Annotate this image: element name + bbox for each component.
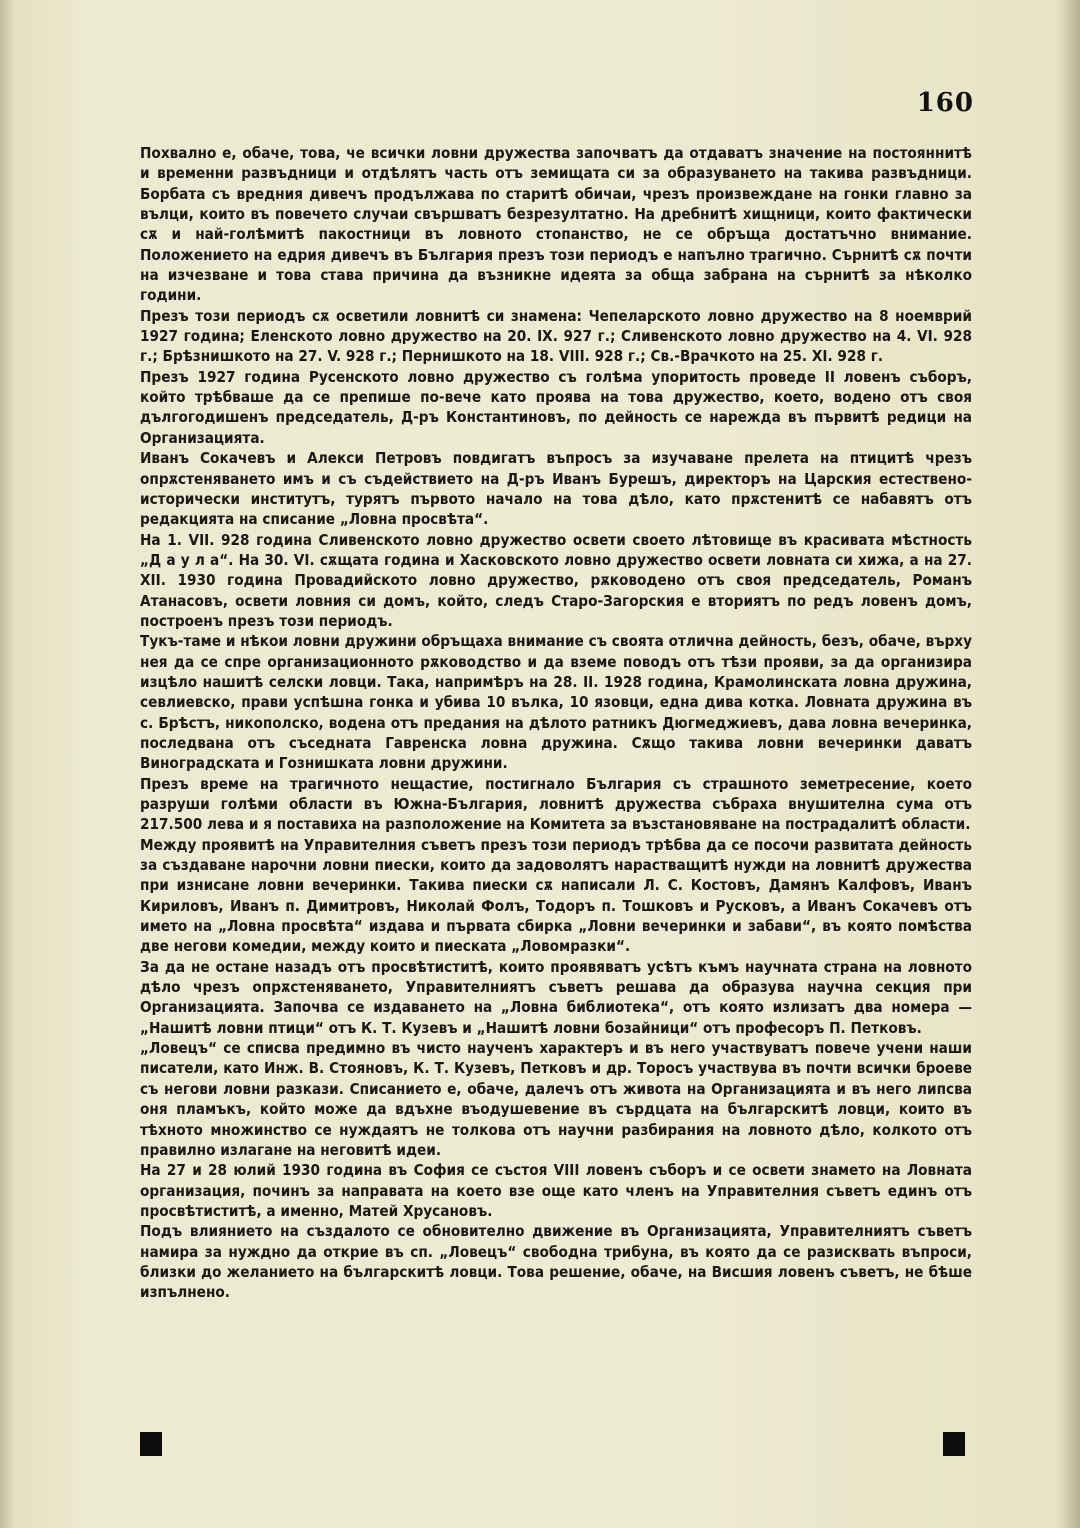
paragraph: На 27 и 28 юлий 1930 година въ София се състоя VIII ловенъ съборъ и се освети знамето на Ловната организация, починъ за направата на което взе още като членъ на Управителния съветъ единъ отъ просвѣтиститѣ, а именно, Матей Хрусановъ. [140,1161,972,1220]
paragraph: „Ловецъ“ се списва предимно въ чисто наученъ характеръ и въ него участвуватъ повече учени наши писатели, като Инж. В. Стояновъ, К. Т. Кузевъ, Петковъ и др. Торосъ участвува въ почти всички броеве съ негови ловни разкази. Списанието е, обаче, далечъ отъ живота на Организацията и въ него липсва оня пламъкъ, който може да вдъхне въодушевение въ сърдцата на българскитѣ ловци, които въ тѣхното множинство се нуждаятъ не толкова отъ научни разбирания на ловното дѣло, колкото отъ правилно излагане на неговитѣ идеи. [140,1039,972,1159]
page-number: 160 [916,88,974,118]
paragraph: Презъ време на трагичното нещастие, постигнало България съ страшното земетресение, което разруши голѣми области въ Южна-България, ловнитѣ дружества събраха внушителна сума отъ 217.500 лева и я поставиха на разположение на Комитета за възстановяване на пострадалитѣ области. [140,774,972,834]
body-text [140,143,972,1303]
paragraph: Похвално е, обаче, това, че всички ловни дружества започватъ да отдаватъ значение на постояннитѣ и временни развъдници и отдѣлятъ часть отъ земищата си за образуването на такива развъдници. Борбата съ вредния дивечъ продължава по старитѣ обичаи, чрезъ произвеждане на гонки главно за вълци, които въ повечето случаи свършватъ безрезултатно. На дребнитѣ хищници, които фактически сѫ и най-голѣмитѣ пакостници въ ловното стопанство, не се обръща достатъчно внимание. Положението на едрия дивечъ въ България презъ този периодъ е напълно трагично. Сърнитѣ сѫ почти на изчезване и това става причина да възникне идеята за обща забрана на сърнитѣ за нѣколко години. [140,144,972,305]
paragraph: Между проявитѣ на Управителния съветъ презъ този периодъ трѣбва да се посочи развитата дейность за създаване нарочни ловни пиески, които да задоволятъ нарастващитѣ нужди на ловнитѣ дружества при изнисане ловни вечеринки. Такива пиески сѫ написали Л. С. Костовъ, Дамянъ Калфовъ, Иванъ Кириловъ, Иванъ п. Димитровъ, Николай Фолъ, Тодоръ п. Тошковъ и Русковъ, а Иванъ Сокачевъ отъ името на „Ловна просвѣта“ издава и първата сбирка „Ловни вечеринки и забави“, въ която помѣства две негови комедии, между които и пиеската „Ловомразки“. [140,835,972,956]
paragraph: Иванъ Сокачевъ и Алекси Петровъ повдигатъ въпросъ за изучаване прелета на птицитѣ чрезъ опрѫстеняването имъ и съ съдействието на Д-ръ Иванъ Бурешъ, директоръ на Царския естествено-исторически институтъ, турятъ първото начало на това дѣло, като прѫстенитѣ се набавятъ отъ редакцията на списание „Ловна просвѣта“. [140,449,972,529]
registration-mark-right [943,1432,965,1456]
paragraph: Тукъ-таме и нѣкои ловни дружини обръщаха внимание съ своята отлична дейность, безъ, обаче, върху нея да се спре организационното рѫководство и да вземе поводъ отъ тѣзи прояви, за да организира изцѣло нашитѣ селски ловци. Така, напримѣръ на 28. II. 1928 година, Крамолинската ловна дружина, севлиевско, прави успѣшна гонка и убива 10 вълка, 10 язовци, една дива котка. Ловната дружина въ с. Брѣстъ, никополско, водена отъ предания на дѣлото ратникъ Дюгмеджиевъ, дава ловна вечеринка, последвана отъ съседната Гавренска ловна дружина. Сѫщо такива ловни вечеринки даватъ Виноградската и Гознишката ловни дружини. [140,632,972,773]
binding-shadow-left [0,0,14,1528]
binding-shadow-right [1058,0,1080,1528]
paragraph: На 1. VII. 928 година Сливенското ловно дружество освети своето лѣтовище въ красивата мѣстность „Д а у л а“. На 30. VI. сѫщата година и Хасковското ловно дружество освети ловната си хижа, а на 27. XII. 1930 година Провадийското ловно дружество, рѫководено отъ своя председатель, Романъ Атанасовъ, освети ловния си домъ, който, следъ Старо-Загорския е вториятъ по редъ ловенъ домъ, построенъ презъ този периодъ. [140,530,972,630]
paragraph: Подъ влиянието на създалото се обновително движение въ Организацията, Управителниятъ съветъ намира за нуждно да открие въ сп. „Ловецъ“ свободна трибуна, въ която да се разисквать въпроси, близки до желанието на българскитѣ ловци. Това решение, обаче, на Висшия ловенъ съветъ, не бѣше изпълнено. [140,1222,972,1302]
registration-mark-left [140,1432,162,1456]
paragraph: Презъ този периодъ сѫ осветили ловнитѣ си знамена: Чепеларското ловно дружество на 8 ноемврий 1927 година; Еленското ловно дружество на 20. IX. 927 г.; Сливенското ловно дружество на 4. VI. 928 г.; Брѣзнишкото на 27. V. 928 г.; Пернишкото на 18. VIII. 928 г.; Св.-Врачкото на 25. XI. 928 г. [140,306,972,366]
paragraph: За да не остане назадъ отъ просвѣтиститѣ, които проявяватъ усѣтъ къмъ научната страна на ловното дѣло чрезъ опрѫстеняването, Управителниятъ съветъ решава да образува научна секция при Организацията. Започва се издаването на „Ловна библиотека“, отъ която излизатъ два номера — „Нашитѣ ловни птици“ отъ К. Т. Кузевъ и „Нашитѣ ловни бозайници“ отъ професоръ П. Петковъ. [140,957,972,1037]
paragraph: Презъ 1927 година Русенското ловно дружество съ голѣма упоритость проведе II ловенъ съборъ, който трѣбваше да се препише по-вече като проява на това дружество, което, водено отъ своя дългогодишенъ председатель, Д-ръ Константиновъ, по дейность се нарежда въ първитѣ редици на Организацията. [140,367,972,447]
